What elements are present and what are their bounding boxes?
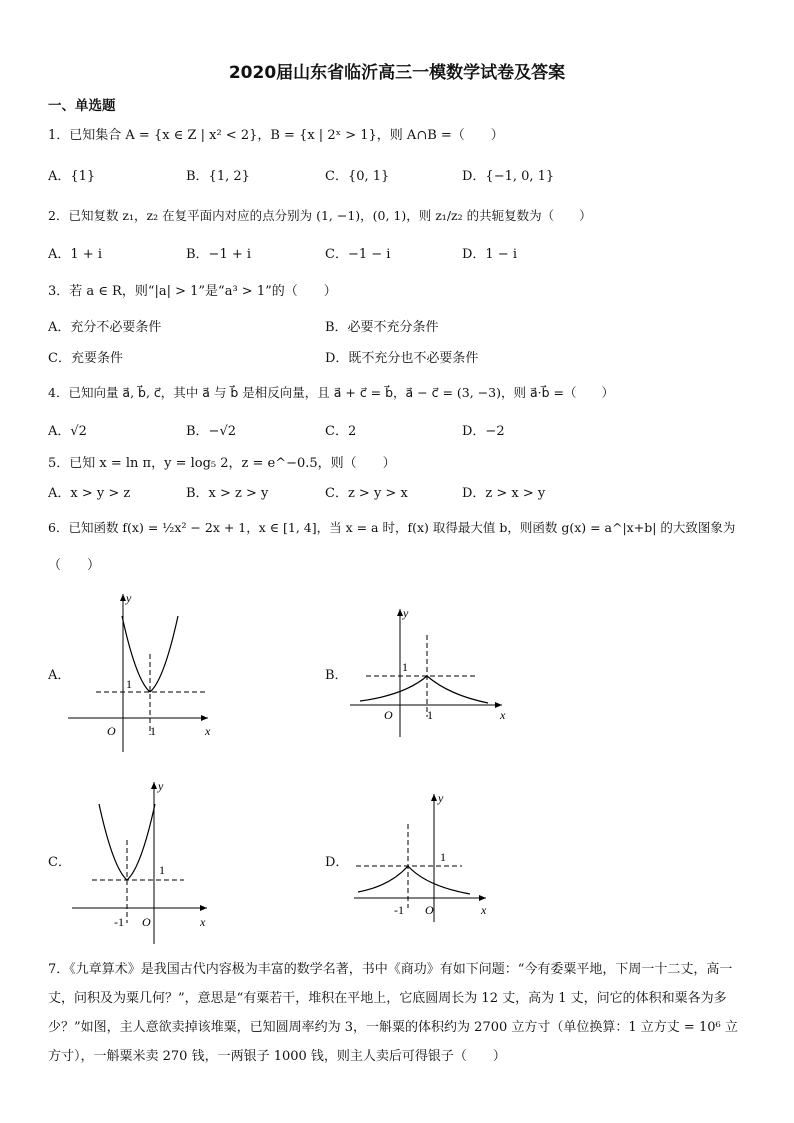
graph-option-c [72,778,222,948]
q2-option-d: D．1 − i [462,247,518,262]
q6-option-b-label: B． [325,668,348,683]
y-axis-label: y [158,779,164,793]
origin-label: O [384,708,393,722]
x-axis-label: x [500,708,506,722]
x-axis-label: x [481,903,487,917]
question-7-text: 7．《九章算术》是我国古代内容极为丰富的数学名著，书中《商功》有如下问题：“今有委粟平地，下周一十二丈，高一丈，问积及为粟几何？”，意思是“有粟若干，堆积在平地上，它底圆周长为 12 丈，高为 1 丈，问它的体积和粟各为多少？”如图，主人意欲卖掉该堆粟，已知圆周率约为 3，一斛粟的体积约为 2700 立方寸（单位换算：1 立方丈 = 10⁶ 立方寸），一斛粟米卖 270 钱，一两银子 1000 钱，则主人卖后可得银子（ ） [48,962,738,1064]
x-axis-label: x [200,915,206,929]
origin-label: O [425,903,434,917]
graph-option-a [68,590,218,755]
q4-option-b: B．−√2 [186,424,237,439]
level-label-one: 1 [440,850,446,864]
level-label-one: 1 [159,863,165,877]
q4-option-a: A．√2 [48,424,87,439]
q4-option-c: C．2 [325,424,357,439]
q5-option-a: A．x > y > z [48,486,131,501]
q2-option-a: A．1 + i [48,247,102,262]
q6-option-c-label: C． [48,855,71,870]
q2-option-b: B．−1 + i [186,247,252,262]
q3-option-c: C．充要条件 [48,351,123,366]
q5-option-d: D．z > x > y [462,486,546,501]
question-3-stem: 3．若 a ∈ R，则“|a| > 1”是“a³ > 1”的（ ） [48,284,337,299]
q6-option-a-label: A． [48,668,71,683]
question-2-stem: 2．已知复数 z₁，z₂ 在复平面内对应的点分别为 (1, −1)，(0, 1)，则 z₁/z₂ 的共轭复数为（ ） [48,208,592,223]
tick-label-neg-one: -1 [394,903,404,917]
q1-option-b: B．{1, 2} [186,169,250,184]
origin-label: O [142,915,151,929]
q5-option-b: B．x > z > y [186,486,269,501]
q5-option-c: C．z > y > x [325,486,408,501]
q1-option-c: C．{0, 1} [325,169,390,184]
tick-label-neg-one: -1 [114,915,124,929]
level-label-one: 1 [126,677,132,691]
graph-option-d [354,790,504,930]
question-6-paren: （ ） [48,558,101,573]
y-axis-label: y [403,606,409,620]
origin-label: O [107,724,116,738]
q2-option-c: C．−1 − i [325,247,391,262]
section-heading: 一、单选题 [48,98,116,114]
question-1-stem: 1．已知集合 A = {x ∈ Z | x² < 2}，B = {x | 2ˣ > 1}，则 A∩B =（ ） [48,128,504,143]
y-axis-label: y [126,591,132,605]
level-label-one: 1 [402,660,408,674]
graph-option-b [350,605,515,745]
question-6-stem: 6．已知函数 f(x) = ½x² − 2x + 1，x ∈ [1, 4]，当 x = a 时，f(x) 取得最大值 b，则函数 g(x) = a^|x+b| 的大致图象为 [48,520,736,535]
page-title: 2020届山东省临沂高三一模数学试卷及答案 [228,63,566,83]
q4-option-d: D．−2 [462,424,505,439]
q1-option-d: D．{−1, 0, 1} [462,169,555,184]
q1-option-a: A．{1} [48,169,96,184]
q3-option-b: B．必要不充分条件 [325,320,439,335]
q3-option-d: D．既不充分也不必要条件 [325,351,479,366]
question-4-stem: 4．已知向量 a⃗, b⃗, c⃗，其中 a⃗ 与 b⃗ 是相反向量，且 a⃗ + c⃗ = b⃗，a⃗ − c⃗ = (3, −3)，则 a⃗·b⃗ =（ ） [48,385,614,400]
y-axis-label: y [438,791,444,805]
question-5-stem: 5．已知 x = ln π，y = log₅ 2，z = e^−0.5，则（ ） [48,456,396,471]
tick-label-one: 1 [150,724,156,738]
tick-label-one: 1 [427,708,433,722]
x-axis-label: x [205,724,211,738]
q6-option-d-label: D． [325,855,349,870]
q3-option-a: A．充分不必要条件 [48,320,162,335]
